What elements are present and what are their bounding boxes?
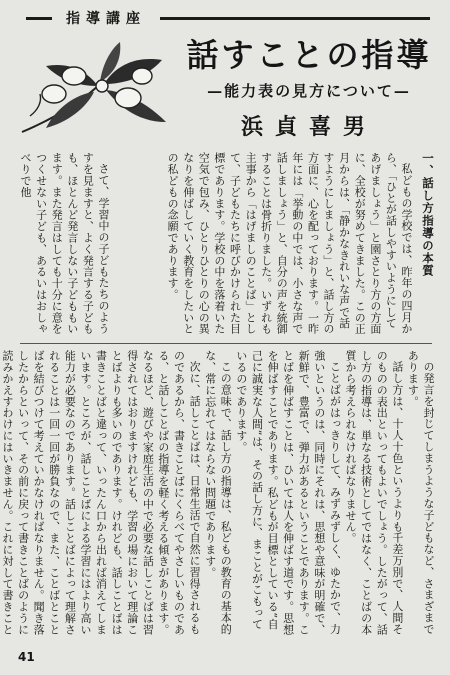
section-heading: 一、話し方指導の本質: [421, 152, 435, 277]
article-subtitle: —能力表の見方について—: [207, 82, 411, 100]
series-rule-right: [160, 17, 430, 20]
upper-left-text-block: [16, 152, 111, 338]
flower-illustration: [16, 36, 176, 142]
lower-text-block: [0, 350, 436, 640]
paragraph: の発言を封じてしまうような子どもなど、さまざまであります。: [406, 350, 435, 635]
series-label: 指導講座: [66, 11, 146, 27]
paragraph: ことばがはっきりして、みずみずしく、ゆたかで、力強いというのは、同時にそれは、思想や意味が明確で、新鮮で、豊富で、弾力があるということであります。ことばを伸ばすことは、ひいては人を伸ばす道です。思想を伸ばすことであります。私どもが目標としている“自己に誠実な人間”は、その話し方に、まことがこもっているのであります。: [234, 350, 342, 635]
paragraph: 次に、話しことばは、日常生活で自然に習得されるものであるから、書きことばにくらべてやさしいものである、と話しことばの指導を軽く考える傾きがあります。なるほど、遊びや家庭生活の中で必要な話しことばは習得されてはおりますけれども、学習の場において理論ことばよりも多いのであります。けれども、話しことばは書きことばと違って、いったん口から出れば消えてしまいます。ところが、話しことばによる学習にはより高い能力が必要なのであります。話しことばによって理解されることは一回一回が勝負なので、また、ことばとことばを結びつけて考えていかなければなりません。聞き落したからといって、その前に戻って書きことばのように読みかえすわけにはいきません。これに対して書きこと: [0, 350, 202, 635]
upper-text-block: [124, 152, 414, 338]
paragraph: 話し方は、十人十色というよりも千差万別で、人間そのものの表出といってもよいでしょう。したがって、話し方の指導は、単なる技術としてではなく、ことばの本質から考えられなければなりません。: [344, 350, 404, 635]
paragraph: 私どもの学校では、昨年の四月から、「ひとが話しやすいようにしてあげましょう」と園さとり方の方面に、全校が努めてきました。この正月からは、「静かなきれいな声で話すようにしましょう」と、話し方の方面に、心を配っております。一昨年には「挙動の中では、小さな声で話しましょう」と、自分の声を統御することは骨折りました。いずれも主事から「はげましのことば」として、子どもたちに呼びかけられた目標であります。学校の中を落着いた空気で包み、ひとりひとりの心の異なりを伸ばしていく教育をしたいとの私どもの念願であります。: [166, 152, 413, 335]
paragraph: さて、学習中の子どもたちのようすを見ますと、よく発言する子どもも、ほとんど発言しない子どももいます。また発言はしても十分に意をつくせない子ども、あるいはおしゃべりで他: [19, 152, 110, 335]
author-name: 浜貞喜男: [240, 114, 377, 140]
article-title: 話すことの指導: [186, 36, 432, 74]
column-divider: [20, 343, 432, 344]
paragraph: この意味で、話し方の指導は、私どもの教育の基本的な、常に忘れてはならない問題であります。: [203, 350, 233, 635]
series-rule-left: [26, 17, 52, 20]
page-number: 41: [18, 650, 35, 664]
